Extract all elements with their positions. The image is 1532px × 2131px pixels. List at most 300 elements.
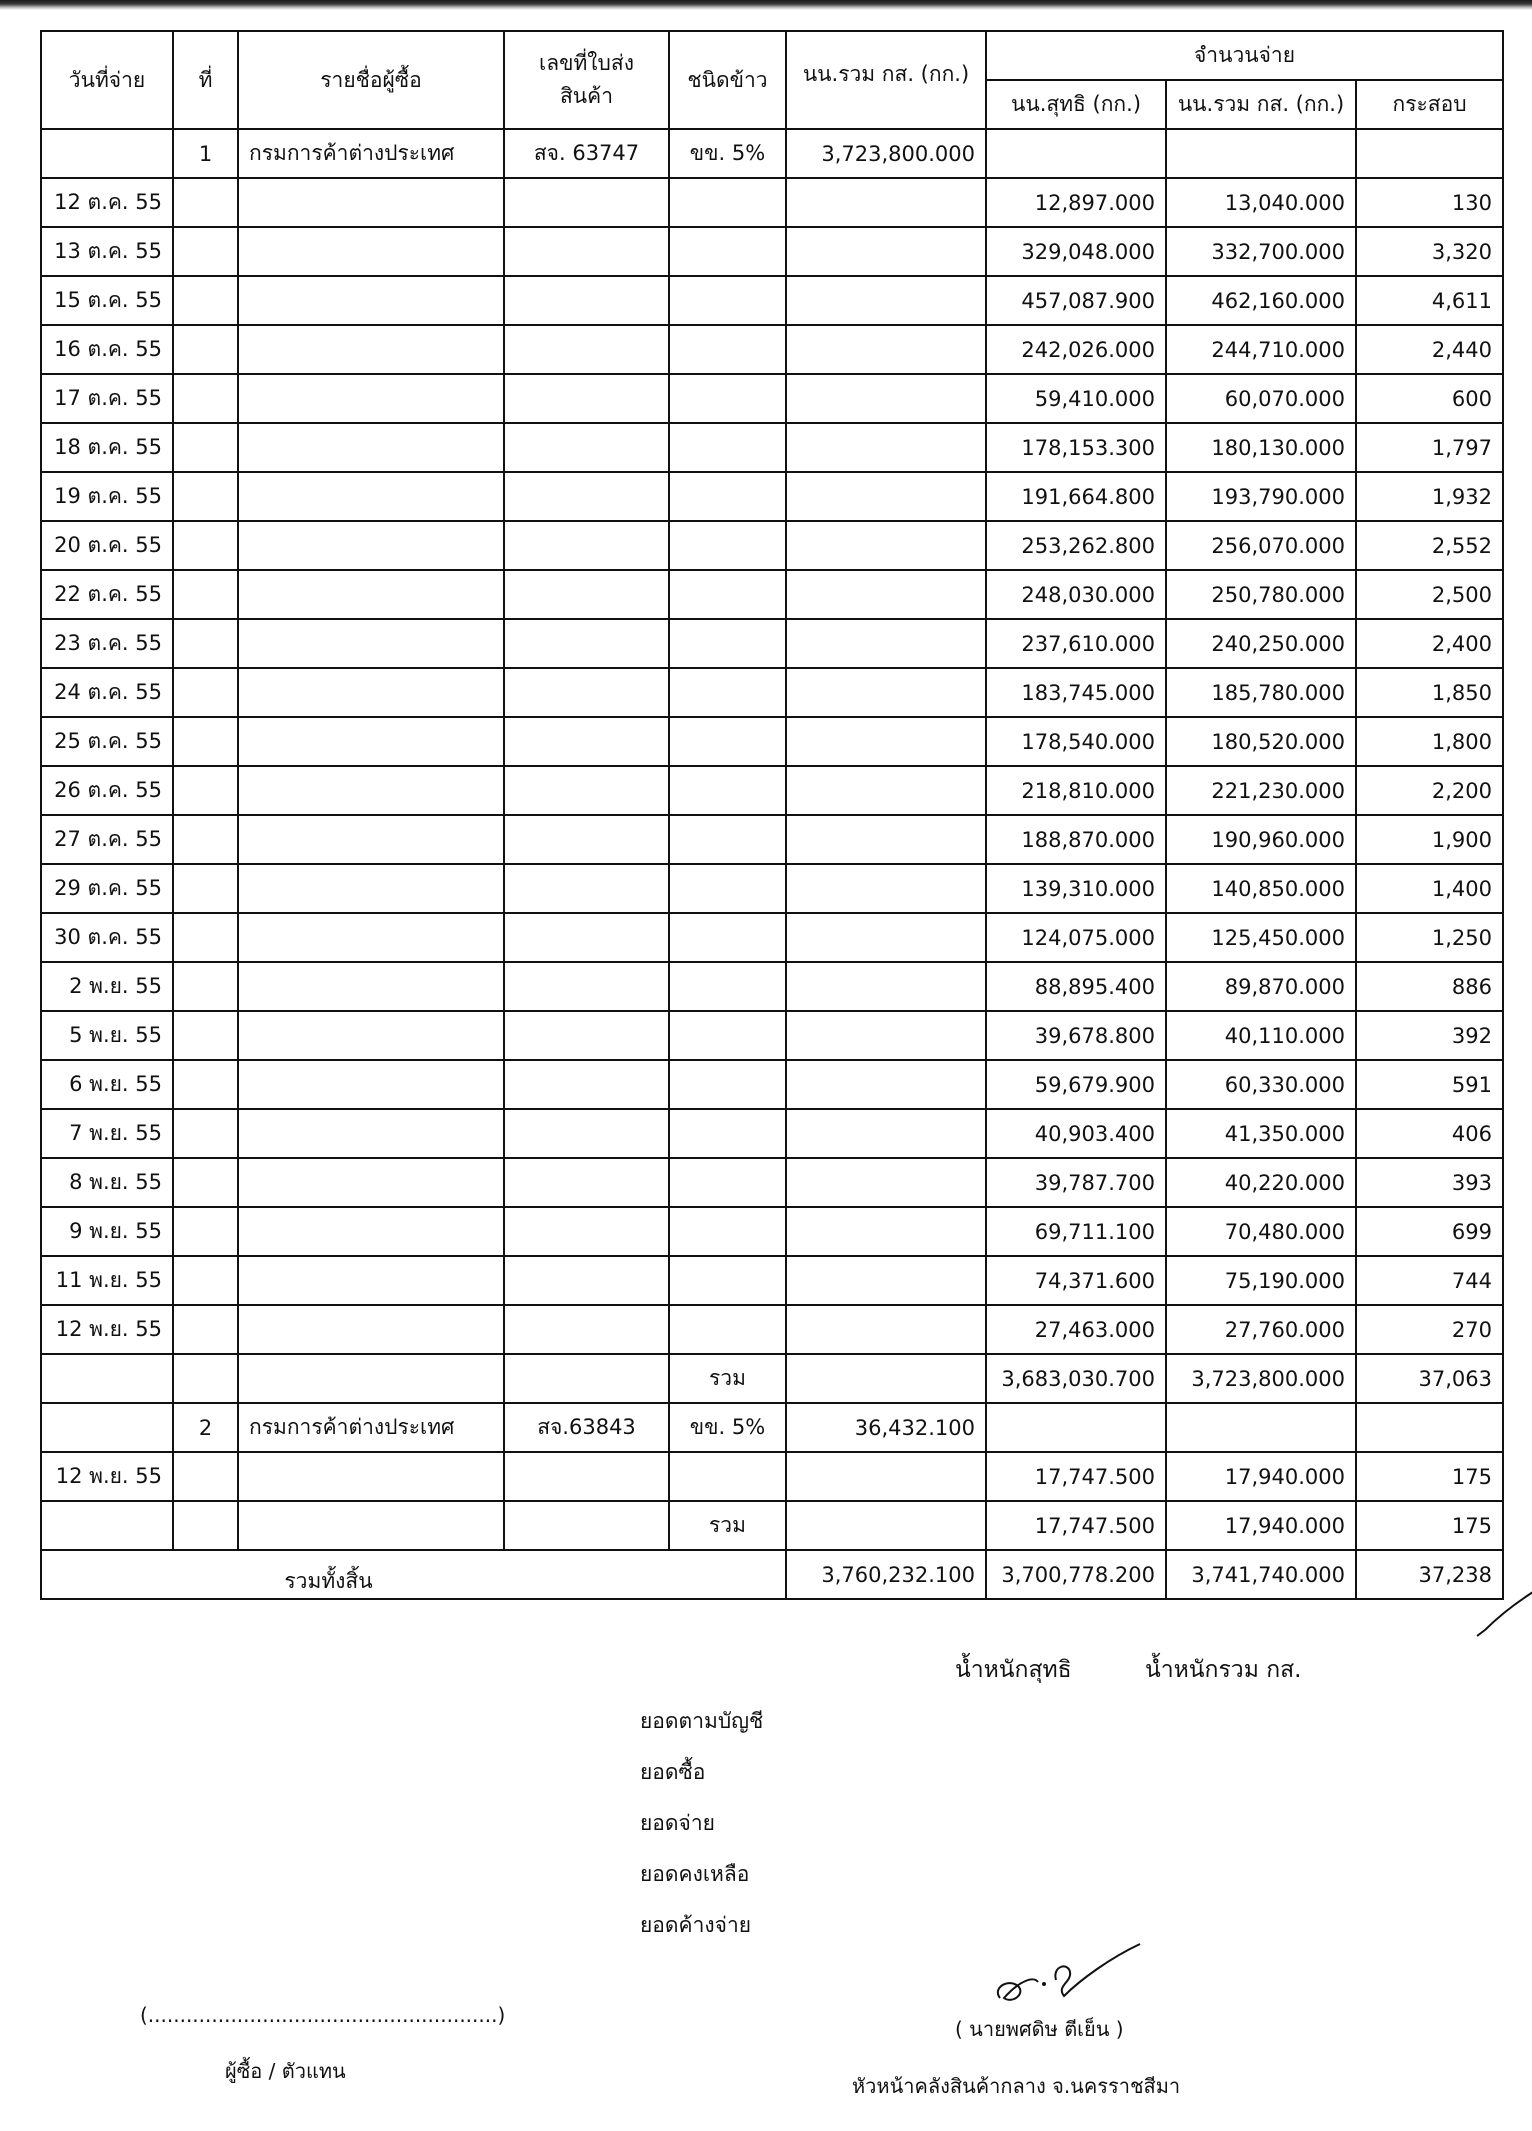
cell-no: 2	[173, 1403, 238, 1452]
cell-sacks	[1356, 129, 1503, 178]
cell-delivery-no: สจ. 63747	[504, 129, 669, 178]
cell-empty	[786, 1354, 986, 1403]
cell-no	[173, 1256, 238, 1305]
cell-rice-type: ขข. 5%	[669, 1403, 786, 1452]
cell-total-weight	[786, 1158, 986, 1207]
cell-delivery-no	[504, 472, 669, 521]
cell-buyer: กรมการค้าต่างประเทศ	[238, 129, 504, 178]
cell-rice-type	[669, 1305, 786, 1354]
rice-dispatch-ledger-table	[40, 30, 1504, 1600]
table-row	[41, 1060, 1503, 1109]
cell-total-weight	[786, 570, 986, 619]
cell-no	[173, 668, 238, 717]
cell-total-weight	[786, 325, 986, 374]
cell-sacks: 406	[1356, 1109, 1503, 1158]
cell-buyer	[238, 1158, 504, 1207]
cell-date: 27 ต.ค. 55	[41, 815, 173, 864]
cell-total-weight	[786, 913, 986, 962]
cell-net: 27,463.000	[986, 1305, 1166, 1354]
cell-net: 457,087.900	[986, 276, 1166, 325]
cell-net: 253,262.800	[986, 521, 1166, 570]
cell-gross: 462,160.000	[1166, 276, 1356, 325]
cell-gross: 180,130.000	[1166, 423, 1356, 472]
cell-net: 74,371.600	[986, 1256, 1166, 1305]
table-row	[41, 717, 1503, 766]
table-row	[41, 570, 1503, 619]
cell-buyer	[238, 1452, 504, 1501]
cell-no	[173, 227, 238, 276]
cell-gross: 190,960.000	[1166, 815, 1356, 864]
cell-total-weight	[786, 668, 986, 717]
cell-date: 22 ต.ค. 55	[41, 570, 173, 619]
subtotal-row	[41, 1501, 1503, 1550]
table-row	[41, 1207, 1503, 1256]
cell-buyer	[238, 1109, 504, 1158]
cell-total-weight	[786, 423, 986, 472]
cell-buyer	[238, 1060, 504, 1109]
cell-rice-type	[669, 766, 786, 815]
cell-buyer	[238, 962, 504, 1011]
cell-total-weight	[786, 717, 986, 766]
cell-net: 139,310.000	[986, 864, 1166, 913]
cell-buyer	[238, 178, 504, 227]
cell-buyer	[238, 472, 504, 521]
table-row	[41, 619, 1503, 668]
cell-delivery-no	[504, 1109, 669, 1158]
cell-gross: 185,780.000	[1166, 668, 1356, 717]
cell-date: 19 ต.ค. 55	[41, 472, 173, 521]
cell-buyer	[238, 668, 504, 717]
header-row-1	[41, 31, 1503, 80]
cell-total-weight	[786, 227, 986, 276]
cell-buyer	[238, 1256, 504, 1305]
subtotal-label: รวม	[669, 1501, 786, 1550]
cell-no	[173, 717, 238, 766]
cell-no	[173, 1207, 238, 1256]
buyer-signature-line: (.......................................................)	[140, 2003, 506, 2027]
cell-sacks: 2,400	[1356, 619, 1503, 668]
cell-date: 12 ต.ค. 55	[41, 178, 173, 227]
subtotal-row	[41, 1354, 1503, 1403]
table-row	[41, 227, 1503, 276]
cell-sacks: 130	[1356, 178, 1503, 227]
cell-no	[173, 570, 238, 619]
cell-gross: 70,480.000	[1166, 1207, 1356, 1256]
cell-sacks: 175	[1356, 1452, 1503, 1501]
table-row	[41, 913, 1503, 962]
table-row	[41, 1011, 1503, 1060]
cell-date: 25 ต.ค. 55	[41, 717, 173, 766]
cell-date: 7 พ.ย. 55	[41, 1109, 173, 1158]
cell-delivery-no	[504, 1256, 669, 1305]
cell-buyer	[238, 913, 504, 962]
cell-gross: 250,780.000	[1166, 570, 1356, 619]
table-row	[41, 423, 1503, 472]
table-row	[41, 374, 1503, 423]
cell-no	[173, 374, 238, 423]
cell-no	[173, 472, 238, 521]
table-row	[41, 472, 1503, 521]
cell-sacks: 1,400	[1356, 864, 1503, 913]
cell-buyer	[238, 1207, 504, 1256]
buyer-role-label: ผู้ซื้อ / ตัวแทน	[225, 2059, 346, 2083]
grand-total-gross: 3,741,740.000	[1166, 1550, 1356, 1599]
cell-date: 17 ต.ค. 55	[41, 374, 173, 423]
table-row	[41, 1452, 1503, 1501]
header-delivery-no-line2: สินค้า	[559, 84, 613, 108]
cell-net: 242,026.000	[986, 325, 1166, 374]
cell-delivery-no	[504, 619, 669, 668]
cell-net: 237,610.000	[986, 619, 1166, 668]
cell-buyer	[238, 325, 504, 374]
cell-net: 218,810.000	[986, 766, 1166, 815]
cell-delivery-no	[504, 1207, 669, 1256]
cell-buyer	[238, 570, 504, 619]
cell-delivery-no	[504, 717, 669, 766]
cell-delivery-no	[504, 227, 669, 276]
header-paid-group: จำนวนจ่าย	[986, 31, 1503, 80]
cell-buyer	[238, 521, 504, 570]
table-row	[41, 1109, 1503, 1158]
cell-empty	[238, 1354, 504, 1403]
cell-gross: 180,520.000	[1166, 717, 1356, 766]
header-total-weight: นน.รวม กส. (กก.)	[786, 31, 986, 129]
cell-date	[41, 1403, 173, 1452]
cell-net: 191,664.800	[986, 472, 1166, 521]
header-delivery-no-line1: เลขที่ใบส่ง	[539, 51, 634, 75]
table-row	[41, 815, 1503, 864]
summary-label: ยอดซื้อ	[640, 1760, 706, 1784]
cell-sacks: 744	[1356, 1256, 1503, 1305]
grand-total-weight: 3,760,232.100	[786, 1550, 986, 1599]
cell-rice-type	[669, 962, 786, 1011]
grand-total-label: รวมทั้งสิ้น	[41, 1550, 786, 1599]
officer-name: ( นายพศดิษ ตีเย็น )	[955, 2017, 1124, 2041]
summary-header-net: น้ำหนักสุทธิ	[955, 1657, 1072, 1683]
cell-buyer: กรมการค้าต่างประเทศ	[238, 1403, 504, 1452]
table-row	[41, 766, 1503, 815]
checkmark-icon	[1475, 1590, 1532, 1640]
cell-rice-type	[669, 717, 786, 766]
cell-net: 248,030.000	[986, 570, 1166, 619]
cell-buyer	[238, 815, 504, 864]
table-row	[41, 864, 1503, 913]
cell-total-weight	[786, 178, 986, 227]
cell-net: 59,679.900	[986, 1060, 1166, 1109]
summary-label: ยอดจ่าย	[640, 1811, 715, 1835]
cell-gross: 13,040.000	[1166, 178, 1356, 227]
cell-net: 39,678.800	[986, 1011, 1166, 1060]
header-delivery-no	[504, 31, 669, 129]
cell-rice-type	[669, 570, 786, 619]
cell-total-weight	[786, 1305, 986, 1354]
cell-buyer	[238, 1011, 504, 1060]
cell-delivery-no	[504, 913, 669, 962]
cell-delivery-no	[504, 864, 669, 913]
cell-no	[173, 1060, 238, 1109]
cell-net	[986, 1403, 1166, 1452]
cell-empty	[173, 1354, 238, 1403]
cell-delivery-no	[504, 962, 669, 1011]
cell-no	[173, 619, 238, 668]
subtotal-label: รวม	[669, 1354, 786, 1403]
cell-empty	[41, 1354, 173, 1403]
cell-no	[173, 962, 238, 1011]
table-row	[41, 668, 1503, 717]
cell-total-weight	[786, 864, 986, 913]
cell-delivery-no	[504, 815, 669, 864]
cell-total-weight	[786, 1452, 986, 1501]
cell-sacks: 1,932	[1356, 472, 1503, 521]
cell-net: 39,787.700	[986, 1158, 1166, 1207]
cell-date: 29 ต.ค. 55	[41, 864, 173, 913]
cell-date: 18 ต.ค. 55	[41, 423, 173, 472]
cell-total-weight	[786, 472, 986, 521]
cell-total-weight	[786, 374, 986, 423]
cell-rice-type	[669, 913, 786, 962]
grand-total-sacks: 37,238	[1356, 1550, 1503, 1599]
cell-net	[986, 129, 1166, 178]
cell-total-weight	[786, 1256, 986, 1305]
cell-rice-type	[669, 178, 786, 227]
cell-no	[173, 423, 238, 472]
cell-sacks: 600	[1356, 374, 1503, 423]
cell-buyer	[238, 1305, 504, 1354]
cell-date: 11 พ.ย. 55	[41, 1256, 173, 1305]
officer-role: หัวหน้าคลังสินค้ากลาง จ.นครราชสีมา	[852, 2074, 1181, 2098]
cell-rice-type	[669, 472, 786, 521]
cell-gross	[1166, 129, 1356, 178]
cell-rice-type	[669, 325, 786, 374]
subtotal-gross: 3,723,800.000	[1166, 1354, 1356, 1403]
cell-rice-type	[669, 619, 786, 668]
cell-delivery-no	[504, 521, 669, 570]
header-buyer: รายชื่อผู้ซื้อ	[238, 31, 504, 129]
cell-date: 12 พ.ย. 55	[41, 1452, 173, 1501]
cell-empty	[786, 1501, 986, 1550]
cell-rice-type	[669, 1207, 786, 1256]
cell-rice-type: ขข. 5%	[669, 129, 786, 178]
cell-no	[173, 913, 238, 962]
table-row	[41, 521, 1503, 570]
cell-total-weight	[786, 1060, 986, 1109]
cell-total-weight	[786, 521, 986, 570]
cell-gross: 75,190.000	[1166, 1256, 1356, 1305]
cell-sacks: 1,250	[1356, 913, 1503, 962]
cell-no	[173, 815, 238, 864]
cell-delivery-no: สจ.63843	[504, 1403, 669, 1452]
cell-net: 12,897.000	[986, 178, 1166, 227]
cell-delivery-no	[504, 423, 669, 472]
cell-date: 12 พ.ย. 55	[41, 1305, 173, 1354]
cell-gross: 27,760.000	[1166, 1305, 1356, 1354]
cell-total-weight	[786, 619, 986, 668]
cell-delivery-no	[504, 766, 669, 815]
cell-date: 13 ต.ค. 55	[41, 227, 173, 276]
cell-date: 23 ต.ค. 55	[41, 619, 173, 668]
table-row	[41, 276, 1503, 325]
header-sacks: กระสอบ	[1356, 80, 1503, 129]
cell-sacks: 886	[1356, 962, 1503, 1011]
cell-delivery-no	[504, 276, 669, 325]
cell-empty	[41, 1501, 173, 1550]
cell-gross: 140,850.000	[1166, 864, 1356, 913]
cell-date: 16 ต.ค. 55	[41, 325, 173, 374]
cell-empty	[504, 1354, 669, 1403]
summary-label: ยอดคงเหลือ	[640, 1862, 750, 1886]
cell-buyer	[238, 864, 504, 913]
table-row	[41, 962, 1503, 1011]
cell-total-weight	[786, 766, 986, 815]
cell-delivery-no	[504, 374, 669, 423]
cell-total-weight	[786, 1109, 986, 1158]
cell-total-weight: 36,432.100	[786, 1403, 986, 1452]
cell-buyer	[238, 276, 504, 325]
cell-date: 26 ต.ค. 55	[41, 766, 173, 815]
cell-rice-type	[669, 1060, 786, 1109]
lot-row	[41, 129, 1503, 178]
cell-gross: 41,350.000	[1166, 1109, 1356, 1158]
cell-sacks: 699	[1356, 1207, 1503, 1256]
cell-gross: 89,870.000	[1166, 962, 1356, 1011]
cell-empty	[238, 1501, 504, 1550]
cell-net: 59,410.000	[986, 374, 1166, 423]
cell-net: 69,711.100	[986, 1207, 1166, 1256]
cell-delivery-no	[504, 668, 669, 717]
cell-total-weight	[786, 276, 986, 325]
cell-total-weight	[786, 815, 986, 864]
cell-sacks: 1,800	[1356, 717, 1503, 766]
cell-date: 5 พ.ย. 55	[41, 1011, 173, 1060]
cell-sacks: 1,900	[1356, 815, 1503, 864]
cell-no: 1	[173, 129, 238, 178]
cell-gross: 17,940.000	[1166, 1452, 1356, 1501]
summary-label: ยอดตามบัญชี	[640, 1709, 764, 1733]
cell-buyer	[238, 717, 504, 766]
cell-gross: 60,330.000	[1166, 1060, 1356, 1109]
cell-no	[173, 1011, 238, 1060]
cell-rice-type	[669, 1256, 786, 1305]
cell-delivery-no	[504, 570, 669, 619]
cell-sacks: 1,850	[1356, 668, 1503, 717]
cell-rice-type	[669, 1452, 786, 1501]
cell-total-weight	[786, 962, 986, 1011]
cell-sacks: 1,797	[1356, 423, 1503, 472]
cell-sacks: 270	[1356, 1305, 1503, 1354]
cell-rice-type	[669, 521, 786, 570]
cell-delivery-no	[504, 1060, 669, 1109]
header-date: วันที่จ่าย	[41, 31, 173, 129]
subtotal-sacks: 175	[1356, 1501, 1503, 1550]
cell-net: 178,153.300	[986, 423, 1166, 472]
cell-sacks	[1356, 1403, 1503, 1452]
cell-buyer	[238, 374, 504, 423]
cell-gross: 40,110.000	[1166, 1011, 1356, 1060]
cell-no	[173, 178, 238, 227]
lot-row	[41, 1403, 1503, 1452]
table-row	[41, 1256, 1503, 1305]
cell-no	[173, 521, 238, 570]
cell-empty	[504, 1501, 669, 1550]
cell-date: 2 พ.ย. 55	[41, 962, 173, 1011]
handwritten-signature	[990, 1940, 1150, 2015]
header-net-weight: นน.สุทธิ (กก.)	[986, 80, 1166, 129]
cell-rice-type	[669, 1158, 786, 1207]
cell-gross: 60,070.000	[1166, 374, 1356, 423]
table-row	[41, 1158, 1503, 1207]
table-row	[41, 325, 1503, 374]
cell-no	[173, 1109, 238, 1158]
header-no: ที่	[173, 31, 238, 129]
cell-no	[173, 276, 238, 325]
cell-net: 124,075.000	[986, 913, 1166, 962]
cell-sacks: 3,320	[1356, 227, 1503, 276]
cell-date: 6 พ.ย. 55	[41, 1060, 173, 1109]
cell-delivery-no	[504, 1011, 669, 1060]
cell-sacks: 2,440	[1356, 325, 1503, 374]
cell-rice-type	[669, 1011, 786, 1060]
table-row	[41, 178, 1503, 227]
header-paid-total-weight: นน.รวม กส. (กก.)	[1166, 80, 1356, 129]
cell-delivery-no	[504, 1452, 669, 1501]
cell-gross: 332,700.000	[1166, 227, 1356, 276]
cell-net: 329,048.000	[986, 227, 1166, 276]
cell-no	[173, 1158, 238, 1207]
cell-net: 40,903.400	[986, 1109, 1166, 1158]
summary-header-gross: น้ำหนักรวม กส.	[1145, 1657, 1302, 1683]
cell-no	[173, 325, 238, 374]
cell-gross: 40,220.000	[1166, 1158, 1356, 1207]
cell-delivery-no	[504, 178, 669, 227]
cell-gross: 256,070.000	[1166, 521, 1356, 570]
cell-delivery-no	[504, 325, 669, 374]
table-row	[41, 1305, 1503, 1354]
cell-gross: 240,250.000	[1166, 619, 1356, 668]
cell-date	[41, 129, 173, 178]
cell-total-weight	[786, 1207, 986, 1256]
cell-sacks: 2,200	[1356, 766, 1503, 815]
cell-total-weight	[786, 1011, 986, 1060]
subtotal-sacks: 37,063	[1356, 1354, 1503, 1403]
cell-empty	[173, 1501, 238, 1550]
cell-date: 24 ต.ค. 55	[41, 668, 173, 717]
cell-rice-type	[669, 1109, 786, 1158]
cell-gross: 221,230.000	[1166, 766, 1356, 815]
cell-rice-type	[669, 864, 786, 913]
cell-sacks: 392	[1356, 1011, 1503, 1060]
cell-date: 30 ต.ค. 55	[41, 913, 173, 962]
cell-gross: 193,790.000	[1166, 472, 1356, 521]
cell-net: 17,747.500	[986, 1452, 1166, 1501]
cell-gross	[1166, 1403, 1356, 1452]
cell-no	[173, 1305, 238, 1354]
cell-rice-type	[669, 815, 786, 864]
grand-total-row	[41, 1550, 1503, 1599]
cell-net: 183,745.000	[986, 668, 1166, 717]
cell-rice-type	[669, 227, 786, 276]
cell-sacks: 591	[1356, 1060, 1503, 1109]
cell-rice-type	[669, 374, 786, 423]
cell-rice-type	[669, 276, 786, 325]
cell-buyer	[238, 227, 504, 276]
cell-date: 15 ต.ค. 55	[41, 276, 173, 325]
cell-gross: 125,450.000	[1166, 913, 1356, 962]
scan-edge-shadow	[0, 0, 1532, 10]
cell-no	[173, 766, 238, 815]
cell-delivery-no	[504, 1158, 669, 1207]
subtotal-net: 17,747.500	[986, 1501, 1166, 1550]
cell-sacks: 2,552	[1356, 521, 1503, 570]
